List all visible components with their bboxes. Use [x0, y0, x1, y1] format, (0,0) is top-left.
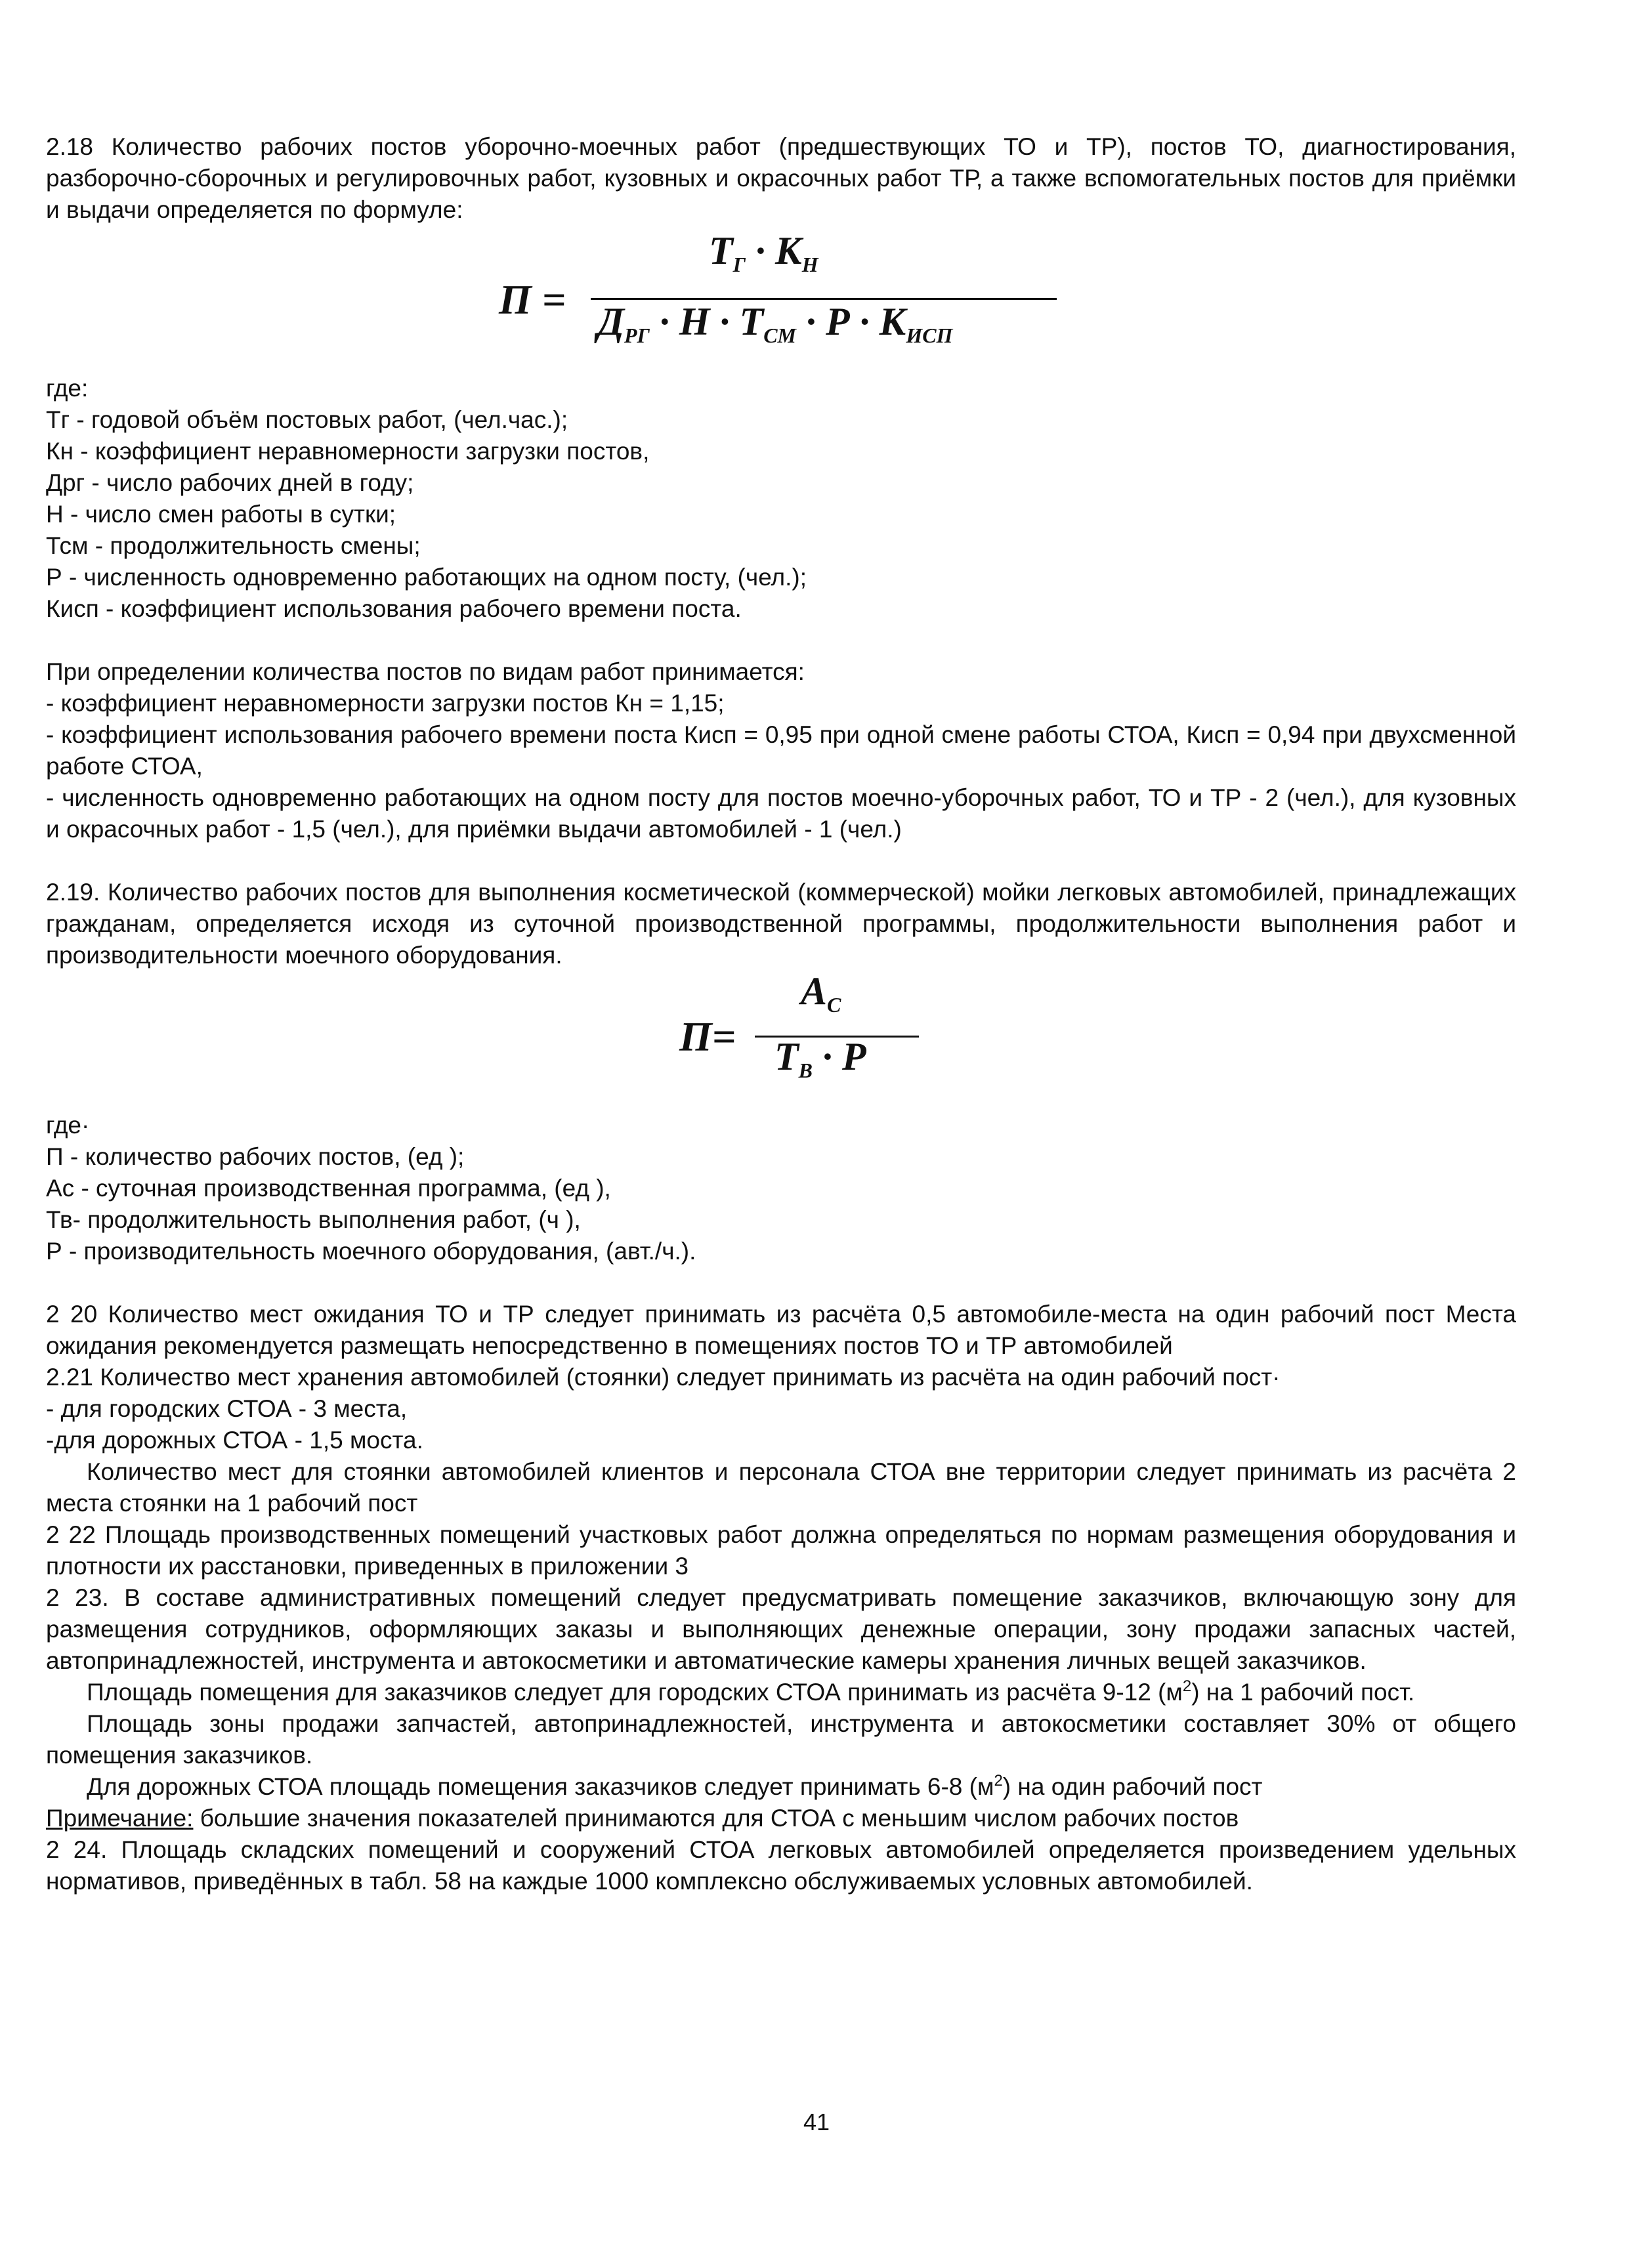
- rule-line: - коэффициент неравномерности загрузки постов Кн = 1,15;: [46, 690, 725, 717]
- rule-line: - коэффициент использования рабочего времени поста Кисп = 0,95 при одной смене работы СТОА, Кисп = 0,94 при двухсменной работе СТОА,: [46, 721, 1516, 780]
- section-2-23-text: 2 23. В составе административных помещений следует предусматривать помещение заказчиков, включающую зону для размещения сотрудников, оформляющих заказы и выполняющих денежные операции, зону продажи запасных частей, автопринадлежностей, инструмента и автокосметики и автоматические камеры хранения личных вещей заказчиков.: [46, 1584, 1516, 1674]
- page-number: 41: [803, 2109, 830, 2135]
- definition-line: Тг - годовой объём постовых работ, (чел.час.);: [46, 406, 568, 433]
- definition-line: Р - производительность моечного оборудования, (авт./ч.).: [46, 1238, 696, 1265]
- rule-line: - численность одновременно работающих на одном посту для постов моечно-уборочных работ, ТО и ТР - 2 (чел.), для кузовных и окрасочных работ - 1,5 (чел.), для приёмки выдачи автомобилей - 1 (чел.): [46, 784, 1516, 843]
- document-page: [46, 131, 1516, 1897]
- where-label: где·: [46, 1112, 90, 1139]
- rules-intro: При определении количества постов по видам работ принимается:: [46, 658, 805, 685]
- formula-posts-count: [46, 229, 1516, 373]
- formula-numerator: $Т_Г \cdot К_Н$: [709, 229, 818, 276]
- section-2-21-text: 2.21 Количество мест хранения автомобилей (стоянки) следует принимать из расчёта на один рабочий пост·: [46, 1364, 1281, 1391]
- where-label: где:: [46, 375, 89, 402]
- definition-line: Кисп - коэффициент использования рабочего времени поста.: [46, 595, 742, 622]
- formula-numerator: $А_С$: [801, 969, 841, 1017]
- section-2-21-extra: Количество мест для стоянки автомобилей клиентов и персонала СТОА вне территории следует принимать из расчёта 2 места стоянки на 1 рабочий пост: [46, 1458, 1516, 1517]
- definition-line: Р - численность одновременно работающих на одном посту, (чел.);: [46, 564, 807, 591]
- section-2-23-p1: Площадь помещения для заказчиков следует для городских СТОА принимать из расчёта 9-12 $(м^2)$ на 1 рабочий пост.: [87, 1677, 1415, 1706]
- list-item: -для дорожных СТОА - 1,5 моста.: [46, 1427, 423, 1454]
- formula-wash-posts: [46, 969, 1516, 1110]
- definition-line: Дрг - число рабочих дней в году;: [46, 469, 414, 496]
- definition-line: П - количество рабочих постов, (ед );: [46, 1143, 465, 1170]
- section-2-24-text: 2 24. Площадь складских помещений и сооружений СТОА легковых автомобилей определяется произведением удельных нормативов, приведённых в табл. 58 на каждые 1000 комплексно обслуживаемых условных автомобилей.: [46, 1836, 1516, 1895]
- definition-line: Тсм - продолжительность смены;: [46, 532, 421, 559]
- section-2-22-text: 2 22 Площадь производственных помещений участковых работ должна определяться по нормам размещения оборудования и плотности их расстановки, приведенных в приложении 3: [46, 1521, 1516, 1580]
- section-2-18-text: 2.18 Количество рабочих постов уборочно-моечных работ (предшествующих ТО и ТР), постов ТО, диагностирования, разборочно-сборочных и регулировочных работ, кузовных и окрасочных работ ТР, а также вспомогательных постов для приёмки и выдачи определяется по формуле:: [46, 133, 1516, 223]
- section-2-20-text: 2 20 Количество мест ожидания ТО и ТР следует принимать из расчёта 0,5 автомобиле-места на один рабочий пост Места ожидания рекомендуется размещать непосредственно в помещениях постов ТО и ТР автомобилей: [46, 1301, 1516, 1359]
- note-text: большие значения показателей принимаются для СТОА с меньшим числом рабочих постов: [193, 1805, 1239, 1832]
- section-2-23-p3: Для дорожных СТОА площадь помещения заказчиков следует принимать 6-8 $(м^2)$ на один рабочий пост: [87, 1772, 1263, 1800]
- definition-line: Кн - коэффициент неравномерности загрузки постов,: [46, 438, 650, 465]
- list-item: - для городских СТОА - 3 места,: [46, 1395, 408, 1422]
- formula-denominator: $Д_{РГ} \cdot Н \cdot Т_{СМ} \cdot Р \cdot К_{ИСП}$: [597, 300, 953, 347]
- formula-denominator: $Т_В \cdot Р$: [774, 1035, 866, 1082]
- definition-line: Ас - суточная производственная программа, (ед ),: [46, 1175, 611, 1202]
- formula-lhs: П=: [679, 1013, 736, 1060]
- section-2-19-text: 2.19. Количество рабочих постов для выполнения косметической (коммерческой) мойки легковых автомобилей, принадлежащих гражданам, определяется исходя из суточной производственной программы, продолжительности выполнения работ и производительности моечного оборудования.: [46, 879, 1516, 969]
- definition-line: Тв- продолжительность выполнения работ, (ч ),: [46, 1206, 581, 1233]
- section-2-23-p2: Площадь зоны продажи запчастей, автопринадлежностей, инструмента и автокосметики составляет 30% от общего помещения заказчиков.: [46, 1710, 1516, 1769]
- note-line: [46, 1803, 1516, 1834]
- definition-line: Н - число смен работы в сутки;: [46, 501, 396, 528]
- note-label: Примечание:: [46, 1805, 194, 1832]
- formula-lhs: П =: [499, 276, 566, 323]
